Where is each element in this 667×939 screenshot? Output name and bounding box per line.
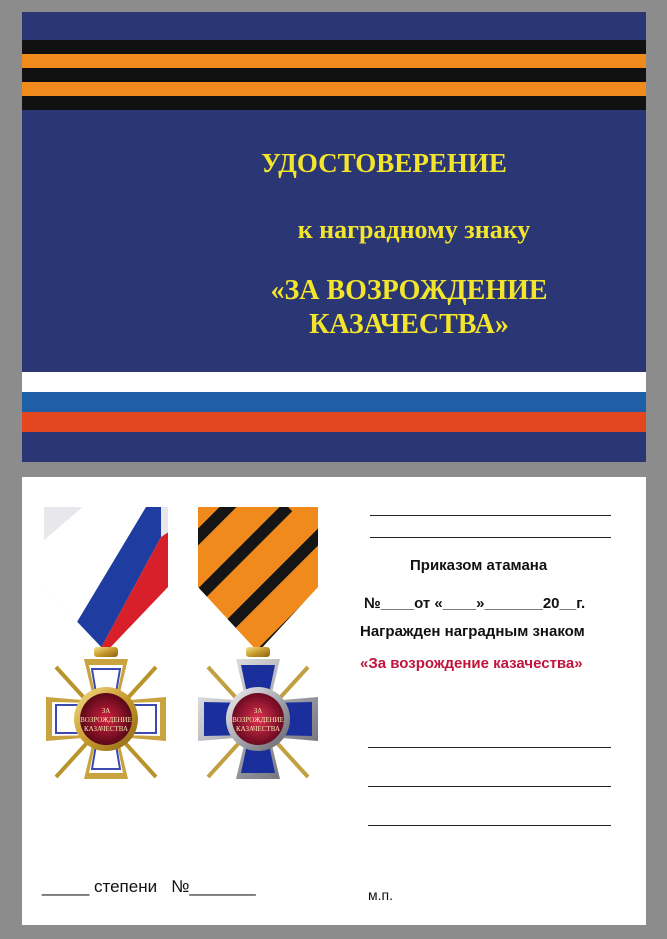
ribbon-stripe-orange (22, 54, 646, 68)
name-line-1 (370, 515, 611, 516)
medal-text-line3: КАЗАЧЕСТВА (83, 725, 129, 733)
flag-stripe-white (22, 372, 646, 392)
award-name: «За возрождение казачества» (360, 655, 583, 672)
stamp-place: м.п. (368, 887, 393, 903)
cover-subtitle: к наградному знаку (297, 215, 531, 244)
order-text: Приказом атамана (410, 557, 548, 574)
ribbon-stripe-black (22, 96, 646, 110)
medal-text-line1: ЗА (101, 707, 111, 715)
cover-title: УДОСТОВЕРЕНИЕ (261, 148, 507, 178)
medal2-text-line3: КАЗАЧЕСТВА (235, 725, 281, 733)
awarded-text: Награжден наградным знаком (360, 623, 585, 640)
flag-stripe-red (22, 412, 646, 432)
cover-award-line2: КАЗАЧЕСТВА» (309, 309, 509, 340)
medal2-text-line2: ВОЗРОЖДЕНИЕ (232, 716, 284, 724)
medal-st-george (188, 507, 328, 782)
order-number-line: №____от «____»_______20__г. (364, 595, 586, 612)
ribbon-stripe-black (22, 40, 646, 54)
ribbon-stripe-orange (22, 82, 646, 96)
ribbon-stripe-black (22, 68, 646, 82)
medal-tricolor (36, 507, 176, 782)
cover-award-line1: «ЗА ВОЗРОЖДЕНИЕ (270, 275, 548, 306)
medal-text-line2: ВОЗРОЖДЕНИЕ (80, 716, 132, 724)
recipient-line-1 (368, 747, 611, 748)
medal2-text-line1: ЗА (253, 707, 263, 715)
recipient-line-2 (368, 786, 611, 787)
name-line-2 (370, 537, 611, 538)
recipient-line-3 (368, 825, 611, 826)
certificate-inner-page (22, 477, 646, 925)
certificate-cover (22, 12, 646, 462)
flag-stripe-blue (22, 392, 646, 412)
degree-number-line: _____ степени №_______ (42, 877, 256, 896)
